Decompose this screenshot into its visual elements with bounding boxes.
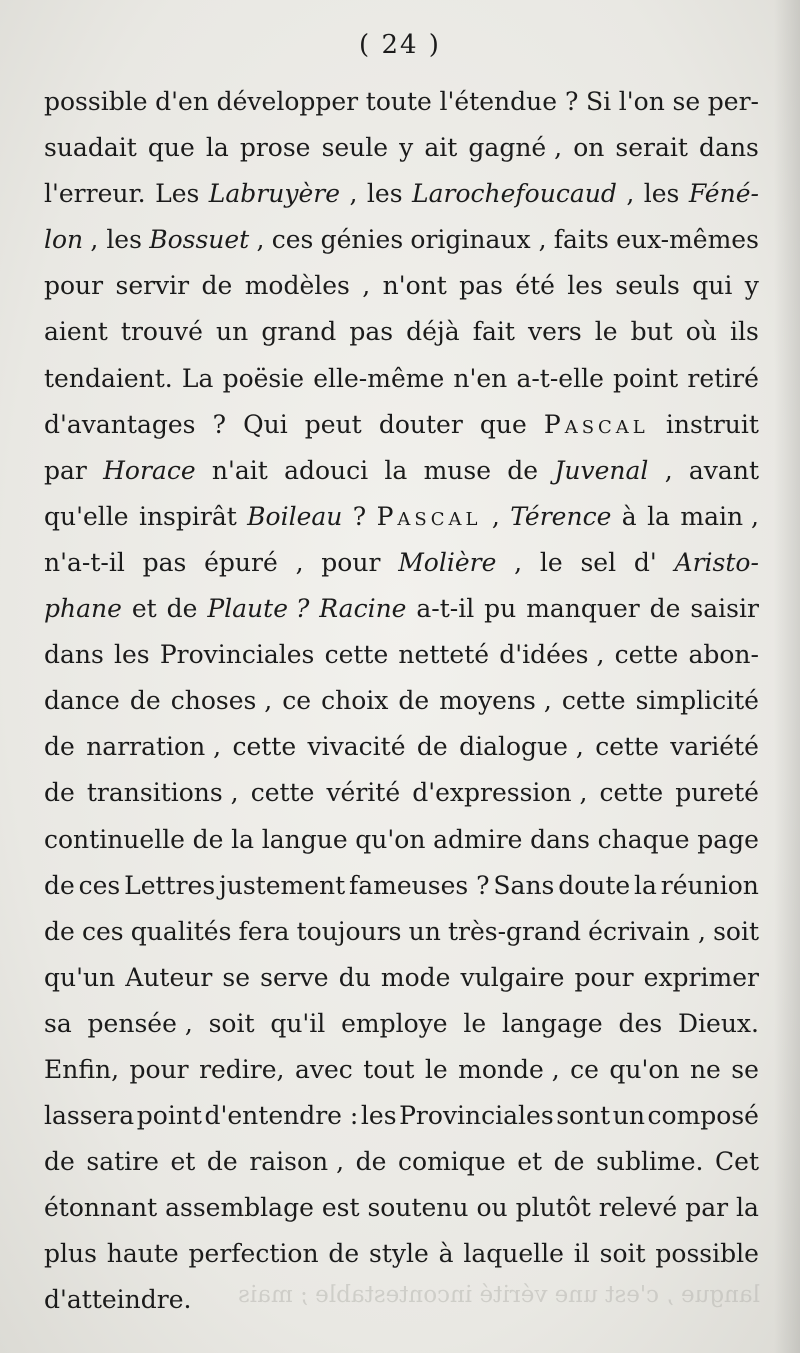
word: elle-même: [313, 363, 445, 393]
word: soit: [713, 916, 759, 946]
word: réunion: [660, 870, 759, 900]
word: d': [633, 547, 657, 577]
word: ne: [689, 1054, 721, 1084]
word: seule: [321, 133, 389, 163]
word: monde ,: [458, 1054, 560, 1084]
word: pour: [129, 1054, 189, 1084]
text-line: [44, 356, 759, 402]
word: a-t-elle: [516, 363, 604, 393]
word: un: [408, 916, 441, 946]
word: cette: [250, 778, 315, 808]
text-line: [44, 678, 759, 724]
word: tendaient.: [44, 363, 173, 393]
word: ce: [282, 686, 312, 716]
word: instruit: [665, 409, 759, 439]
word: Plaute ?: [207, 594, 310, 624]
word: lassera: [44, 1101, 135, 1131]
word: Larochefoucaud: [412, 179, 617, 209]
word: été: [515, 271, 555, 301]
word: possible: [44, 87, 148, 116]
word: toute: [365, 87, 432, 116]
word: sel: [580, 547, 617, 577]
word: douter: [378, 409, 463, 439]
word: d'entendre :: [204, 1101, 359, 1131]
word: les: [360, 1101, 397, 1131]
text-line: [44, 309, 759, 355]
text-line: [44, 79, 759, 125]
text-line: [44, 1139, 759, 1185]
word: justement: [219, 870, 346, 900]
text-line: [44, 1185, 759, 1231]
word: n'en: [453, 363, 508, 393]
word: ?: [352, 501, 367, 531]
word: de: [416, 732, 448, 762]
word: se: [672, 87, 701, 116]
word: et: [170, 1147, 196, 1177]
word: plutôt: [515, 1193, 591, 1223]
word: Racine: [319, 594, 407, 624]
word: vérité: [326, 778, 401, 808]
word: Juvenal: [554, 455, 649, 485]
word: Labruyère: [208, 179, 341, 209]
word: langage: [502, 1008, 603, 1038]
word: Auteur: [125, 962, 213, 992]
word: eux-mêmes: [616, 225, 759, 255]
word: le: [424, 1054, 448, 1084]
word: pas: [142, 547, 187, 577]
word: Provinciales: [159, 640, 315, 670]
word: ,: [256, 225, 265, 255]
word: choses ,: [170, 686, 273, 716]
word: composé: [647, 1101, 759, 1131]
word: cette: [599, 778, 664, 808]
word: Les: [155, 179, 200, 209]
word: ces: [78, 870, 121, 900]
word: n'ait: [211, 455, 268, 485]
word: ,: [362, 271, 371, 301]
word: comique: [398, 1147, 506, 1177]
word: originaux ,: [410, 225, 547, 255]
word: Dieux.: [678, 1008, 759, 1038]
word: ,: [664, 455, 673, 485]
word: dialogue ,: [459, 732, 584, 762]
word: pour: [574, 962, 634, 992]
word: ,: [626, 179, 635, 209]
text-line: [44, 1231, 759, 1277]
word: plus: [44, 1239, 97, 1269]
word: laquelle: [463, 1239, 564, 1269]
word: très-grand: [447, 916, 582, 946]
word: cette: [232, 732, 297, 762]
word: soit: [599, 1239, 646, 1269]
word: qualités: [130, 916, 232, 946]
word: vivacité: [307, 732, 406, 762]
word: tout: [363, 1054, 415, 1084]
word: d'atteindre.: [44, 1285, 192, 1315]
word: de: [201, 271, 233, 301]
word: pour: [44, 271, 104, 301]
word: , les: [90, 225, 142, 255]
word: qu'un: [44, 962, 116, 992]
word: poësie: [222, 363, 305, 393]
word: de: [398, 686, 430, 716]
word: pureté: [675, 778, 759, 808]
word: adouci: [284, 455, 369, 485]
word: d'avantages: [44, 409, 196, 439]
word: satire: [86, 1147, 159, 1177]
text-line: [44, 586, 759, 632]
text-line: [44, 171, 759, 217]
text-line: [44, 448, 759, 494]
word: sa: [44, 1008, 72, 1038]
word: suadait: [44, 133, 137, 163]
text-line: [44, 724, 759, 770]
word: un: [216, 317, 249, 347]
word: Horace: [103, 455, 196, 485]
word: de: [206, 1147, 238, 1177]
text-line: [44, 540, 759, 586]
word: de: [44, 870, 75, 900]
word: phane: [44, 594, 122, 624]
word: Lettres: [124, 870, 216, 900]
word: vulgaire: [460, 962, 565, 992]
word: redire,: [199, 1054, 285, 1084]
word: assemblage: [165, 1193, 314, 1223]
word: admire: [433, 824, 523, 854]
word: cette: [595, 732, 659, 762]
word: La: [181, 363, 214, 393]
word: on: [573, 133, 605, 163]
word: cette: [324, 640, 389, 670]
word: transitions ,: [86, 778, 239, 808]
word: grand: [261, 317, 337, 347]
word: se: [222, 962, 251, 992]
word: soit: [208, 1008, 255, 1038]
word: faits: [553, 225, 609, 255]
word: l'erreur.: [44, 179, 146, 209]
word: le: [463, 1008, 487, 1038]
word: modèles: [244, 271, 350, 301]
word: l'on: [618, 87, 665, 116]
word: serait: [615, 133, 688, 163]
word: d'expression ,: [412, 778, 588, 808]
word: inspirât: [138, 501, 237, 531]
word: Bossuet: [149, 225, 250, 255]
word: ,: [295, 547, 304, 577]
text-line: [44, 125, 759, 171]
word: dans: [530, 824, 590, 854]
word: pas: [459, 271, 503, 301]
text-line: [44, 632, 759, 678]
word: qu'elle: [44, 501, 129, 531]
word: ces: [81, 916, 124, 946]
word: de: [44, 732, 75, 762]
word: dance: [44, 686, 120, 716]
word: et: [131, 594, 157, 624]
word: l'étendue ?: [439, 87, 579, 116]
word: style: [369, 1239, 429, 1269]
text-line: [44, 263, 759, 309]
word: toujours: [296, 916, 402, 946]
word: de: [44, 1147, 75, 1177]
word: cette: [561, 686, 626, 716]
word: et: [517, 1147, 543, 1177]
word: ou: [476, 1193, 508, 1223]
text-line: [44, 770, 759, 816]
word: avant: [688, 455, 759, 485]
word: la: [634, 870, 657, 900]
word: narration ,: [86, 732, 222, 762]
word: sublime.: [596, 1147, 704, 1177]
word: d'en: [155, 87, 209, 116]
text-line: [44, 217, 759, 263]
word: pour: [321, 547, 381, 577]
word: continuelle: [44, 824, 185, 854]
word: muse: [423, 455, 492, 485]
word: lon: [44, 225, 84, 255]
word: les: [114, 640, 150, 670]
word: un: [612, 1101, 645, 1131]
word: de: [44, 916, 75, 946]
word: n'a-t-il: [44, 547, 125, 577]
word: sont: [556, 1101, 611, 1131]
text-line: [44, 494, 759, 540]
word: déjà: [406, 317, 460, 347]
word: Sans: [493, 870, 555, 900]
word: les: [643, 179, 680, 209]
word: a-t-il: [416, 594, 475, 624]
text-line: [44, 863, 759, 909]
word: Provinciales: [399, 1101, 554, 1131]
page-edge-shadow: [774, 0, 800, 1353]
word: de: [44, 778, 75, 808]
word: le: [539, 547, 563, 577]
word: ce: [570, 1054, 599, 1084]
word: y: [399, 133, 414, 163]
word: le: [594, 317, 618, 347]
word: de: [328, 1239, 360, 1269]
word: pu: [484, 594, 517, 624]
word: Térence: [510, 501, 612, 531]
word: peut: [304, 409, 362, 439]
word: ces: [271, 225, 314, 255]
word: par: [685, 1193, 729, 1223]
word: n'ont: [382, 271, 447, 301]
word: soutenu: [367, 1193, 469, 1223]
word: chaque: [597, 824, 690, 854]
word: Qui: [243, 409, 288, 439]
word: qu'il: [270, 1008, 326, 1038]
word: cette: [614, 640, 679, 670]
word: dans: [699, 133, 759, 163]
word: du: [338, 962, 371, 992]
word: fameuses ?: [349, 870, 490, 900]
word: y: [744, 271, 759, 301]
text-line: [44, 402, 759, 448]
word: de: [166, 594, 198, 624]
word: pensée ,: [87, 1008, 193, 1038]
word: Pascal: [543, 409, 649, 439]
word: de: [129, 686, 161, 716]
word: choix: [321, 686, 389, 716]
word: per-: [707, 87, 759, 116]
word: où: [685, 317, 717, 347]
word: simplicité: [635, 686, 759, 716]
word: la: [647, 501, 670, 531]
word: point: [136, 1101, 202, 1131]
word: raison ,: [249, 1147, 345, 1177]
word: retiré: [687, 363, 759, 393]
word: les: [366, 179, 403, 209]
word: développer: [216, 87, 359, 116]
word: exprimer: [643, 962, 759, 992]
word: point: [613, 363, 679, 393]
word: Boileau: [247, 501, 343, 531]
word: servir: [115, 271, 190, 301]
word: les: [567, 271, 603, 301]
word: Aristo-: [674, 547, 759, 577]
word: langue: [261, 824, 348, 854]
word: de: [507, 455, 539, 485]
word: la: [205, 133, 229, 163]
word: manquer: [526, 594, 640, 624]
word: vers: [527, 317, 582, 347]
word: pas: [349, 317, 394, 347]
word: Cet: [715, 1147, 759, 1177]
word: à: [438, 1239, 454, 1269]
word: génies: [320, 225, 404, 255]
text-line: [44, 909, 759, 955]
word: seuls: [615, 271, 680, 301]
word: qui: [692, 271, 733, 301]
word: variété: [670, 732, 759, 762]
word: ils: [730, 317, 759, 347]
body-text: [44, 79, 759, 1324]
word: but: [630, 317, 673, 347]
word: qu'on: [355, 824, 426, 854]
word: relevé: [598, 1193, 678, 1223]
word: d'idées ,: [499, 640, 605, 670]
word: Féné-: [688, 179, 759, 209]
word: dans: [44, 640, 104, 670]
word: de: [553, 1147, 585, 1177]
word: perfection: [188, 1239, 319, 1269]
word: des: [618, 1008, 663, 1038]
word: que: [479, 409, 527, 439]
word: ?: [212, 409, 226, 439]
word: Si: [586, 87, 612, 116]
word: netteté: [398, 640, 490, 670]
page-number: ( 24 ): [359, 30, 441, 60]
word: de: [355, 1147, 387, 1177]
word: par: [44, 455, 87, 485]
word: Molière: [398, 547, 497, 577]
word: ,: [349, 179, 358, 209]
word: Enfin,: [44, 1054, 120, 1084]
word: Pascal: [376, 501, 482, 531]
text-line: [44, 1093, 759, 1139]
word: employe: [341, 1008, 448, 1038]
word: main ,: [680, 501, 759, 531]
word: il: [573, 1239, 590, 1269]
word: fait: [472, 317, 515, 347]
word: ,: [491, 501, 500, 531]
word: à: [621, 501, 637, 531]
word: prose: [239, 133, 311, 163]
word: doute: [558, 870, 631, 900]
word: de: [649, 594, 681, 624]
text-line: [44, 1047, 759, 1093]
word: de: [192, 824, 224, 854]
word: ,: [514, 547, 523, 577]
word: la: [384, 455, 408, 485]
word: page: [697, 824, 759, 854]
word: épuré: [204, 547, 278, 577]
word: saisir: [690, 594, 759, 624]
word: étonnant: [44, 1193, 158, 1223]
word: serve: [260, 962, 329, 992]
word: aient: [44, 317, 108, 347]
bleed-through-text: langue , c'est une vérité incontestable ; mais: [238, 1282, 760, 1308]
word: abon-: [688, 640, 759, 670]
word: haute: [106, 1239, 179, 1269]
text-line: [44, 817, 759, 863]
word: possible: [655, 1239, 759, 1269]
text-line: [44, 955, 759, 1001]
word: qu'on: [609, 1054, 680, 1084]
word: est: [321, 1193, 360, 1223]
word: la: [231, 824, 255, 854]
word: écrivain ,: [588, 916, 706, 946]
word: mode: [380, 962, 451, 992]
word: trouvé: [120, 317, 203, 347]
text-line: [44, 1277, 759, 1323]
word: que: [147, 133, 195, 163]
word: se: [731, 1054, 759, 1084]
word: fera: [238, 916, 290, 946]
word: avec: [294, 1054, 353, 1084]
word: moyens ,: [439, 686, 552, 716]
text-line: [44, 1001, 759, 1047]
word: gagné ,: [468, 133, 563, 163]
word: ait: [424, 133, 458, 163]
word: la: [736, 1193, 759, 1223]
